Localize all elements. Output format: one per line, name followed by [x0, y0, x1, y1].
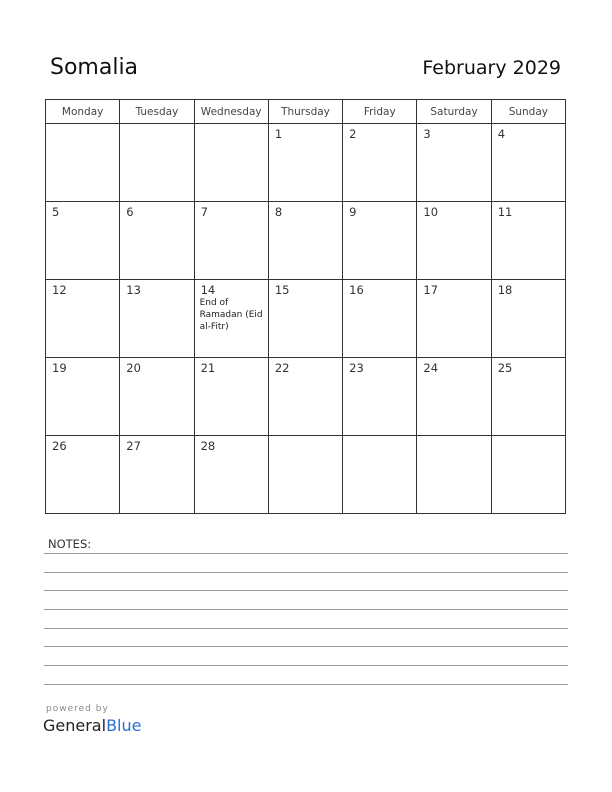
- weekday-header: Monday: [46, 100, 120, 124]
- day-cell: [268, 124, 342, 202]
- day-cell: [46, 436, 120, 514]
- note-line: [44, 572, 568, 573]
- weekday-header: Wednesday: [194, 100, 268, 124]
- note-line: [44, 590, 568, 591]
- weekday-header: Tuesday: [120, 100, 194, 124]
- day-number: 11: [497, 205, 513, 219]
- day-cell: [46, 202, 120, 280]
- day-number: 14: [200, 283, 216, 297]
- calendar-grid: [45, 99, 566, 514]
- day-cell: [46, 124, 120, 202]
- day-number: 21: [200, 361, 216, 375]
- day-number: 9: [349, 205, 357, 219]
- day-cell: [417, 280, 491, 358]
- weekday-header-row: [46, 100, 566, 124]
- day-cell: [120, 358, 194, 436]
- day-number: 19: [52, 361, 67, 375]
- day-cell: [491, 358, 565, 436]
- weekday-header: Saturday: [417, 100, 491, 124]
- day-number: 6: [126, 205, 134, 219]
- day-cell: [417, 202, 491, 280]
- week-row: [46, 436, 566, 514]
- day-number: 23: [349, 361, 364, 375]
- brand-name-blue: Blue: [106, 716, 142, 735]
- day-number: 18: [497, 283, 513, 297]
- note-line: [44, 684, 568, 685]
- day-cell: [268, 280, 342, 358]
- day-cell: [268, 202, 342, 280]
- day-number: 17: [423, 283, 439, 297]
- note-line: [44, 646, 568, 647]
- day-cell: [194, 280, 268, 358]
- day-number: 2: [349, 127, 357, 141]
- day-number: 27: [126, 439, 141, 453]
- day-cell: [194, 202, 268, 280]
- day-number: 3: [423, 127, 431, 141]
- day-cell: [120, 436, 194, 514]
- notes-label: NOTES:: [48, 537, 92, 551]
- day-number: 13: [126, 283, 141, 297]
- day-cell: [120, 124, 194, 202]
- day-number: 12: [52, 283, 67, 297]
- powered-by-label: powered by: [46, 704, 109, 714]
- week-row: [46, 358, 566, 436]
- day-cell: [194, 124, 268, 202]
- day-number: 28: [200, 439, 216, 453]
- day-cell: [417, 124, 491, 202]
- day-number: 10: [423, 205, 439, 219]
- holiday-label: End of Ramadan (Eid al-Fitr): [199, 298, 263, 332]
- day-cell: [343, 436, 417, 514]
- day-cell: [417, 436, 491, 514]
- day-cell: [46, 280, 120, 358]
- day-cell: [46, 358, 120, 436]
- brand-logo: [43, 716, 141, 735]
- day-number: 4: [497, 127, 506, 141]
- day-cell: [120, 280, 194, 358]
- day-number: 1: [274, 127, 283, 141]
- day-cell: [268, 358, 342, 436]
- day-number: 22: [274, 361, 290, 375]
- note-line: [44, 628, 568, 629]
- day-cell: [491, 202, 565, 280]
- weekday-header: Sunday: [491, 100, 565, 124]
- day-number: 7: [200, 205, 208, 219]
- weekday-header: Thursday: [268, 100, 342, 124]
- day-cell: [343, 358, 417, 436]
- week-row: [46, 202, 566, 280]
- note-line: [44, 609, 568, 610]
- weekday-header: Friday: [343, 100, 417, 124]
- day-number: 25: [497, 361, 513, 375]
- note-line: [44, 665, 568, 666]
- day-cell: [491, 280, 565, 358]
- day-cell: [491, 124, 565, 202]
- day-cell: [343, 202, 417, 280]
- day-cell: [194, 358, 268, 436]
- week-row: [46, 124, 566, 202]
- day-cell: [120, 202, 194, 280]
- week-row: [46, 280, 566, 358]
- day-number: 8: [274, 205, 283, 219]
- day-cell: [343, 124, 417, 202]
- day-number: 16: [349, 283, 364, 297]
- day-cell: [417, 358, 491, 436]
- day-cell: [491, 436, 565, 514]
- day-number: 24: [423, 361, 439, 375]
- day-number: 5: [52, 205, 60, 219]
- day-number: 26: [52, 439, 67, 453]
- calendar-country: Somalia: [50, 55, 139, 80]
- note-line: [44, 553, 568, 554]
- brand-name-general: General: [43, 716, 107, 735]
- day-number: 20: [126, 361, 141, 375]
- day-cell: [343, 280, 417, 358]
- day-cell: [268, 436, 342, 514]
- calendar-month: February 2029: [422, 57, 561, 79]
- day-cell: [194, 436, 268, 514]
- day-number: 15: [274, 283, 290, 297]
